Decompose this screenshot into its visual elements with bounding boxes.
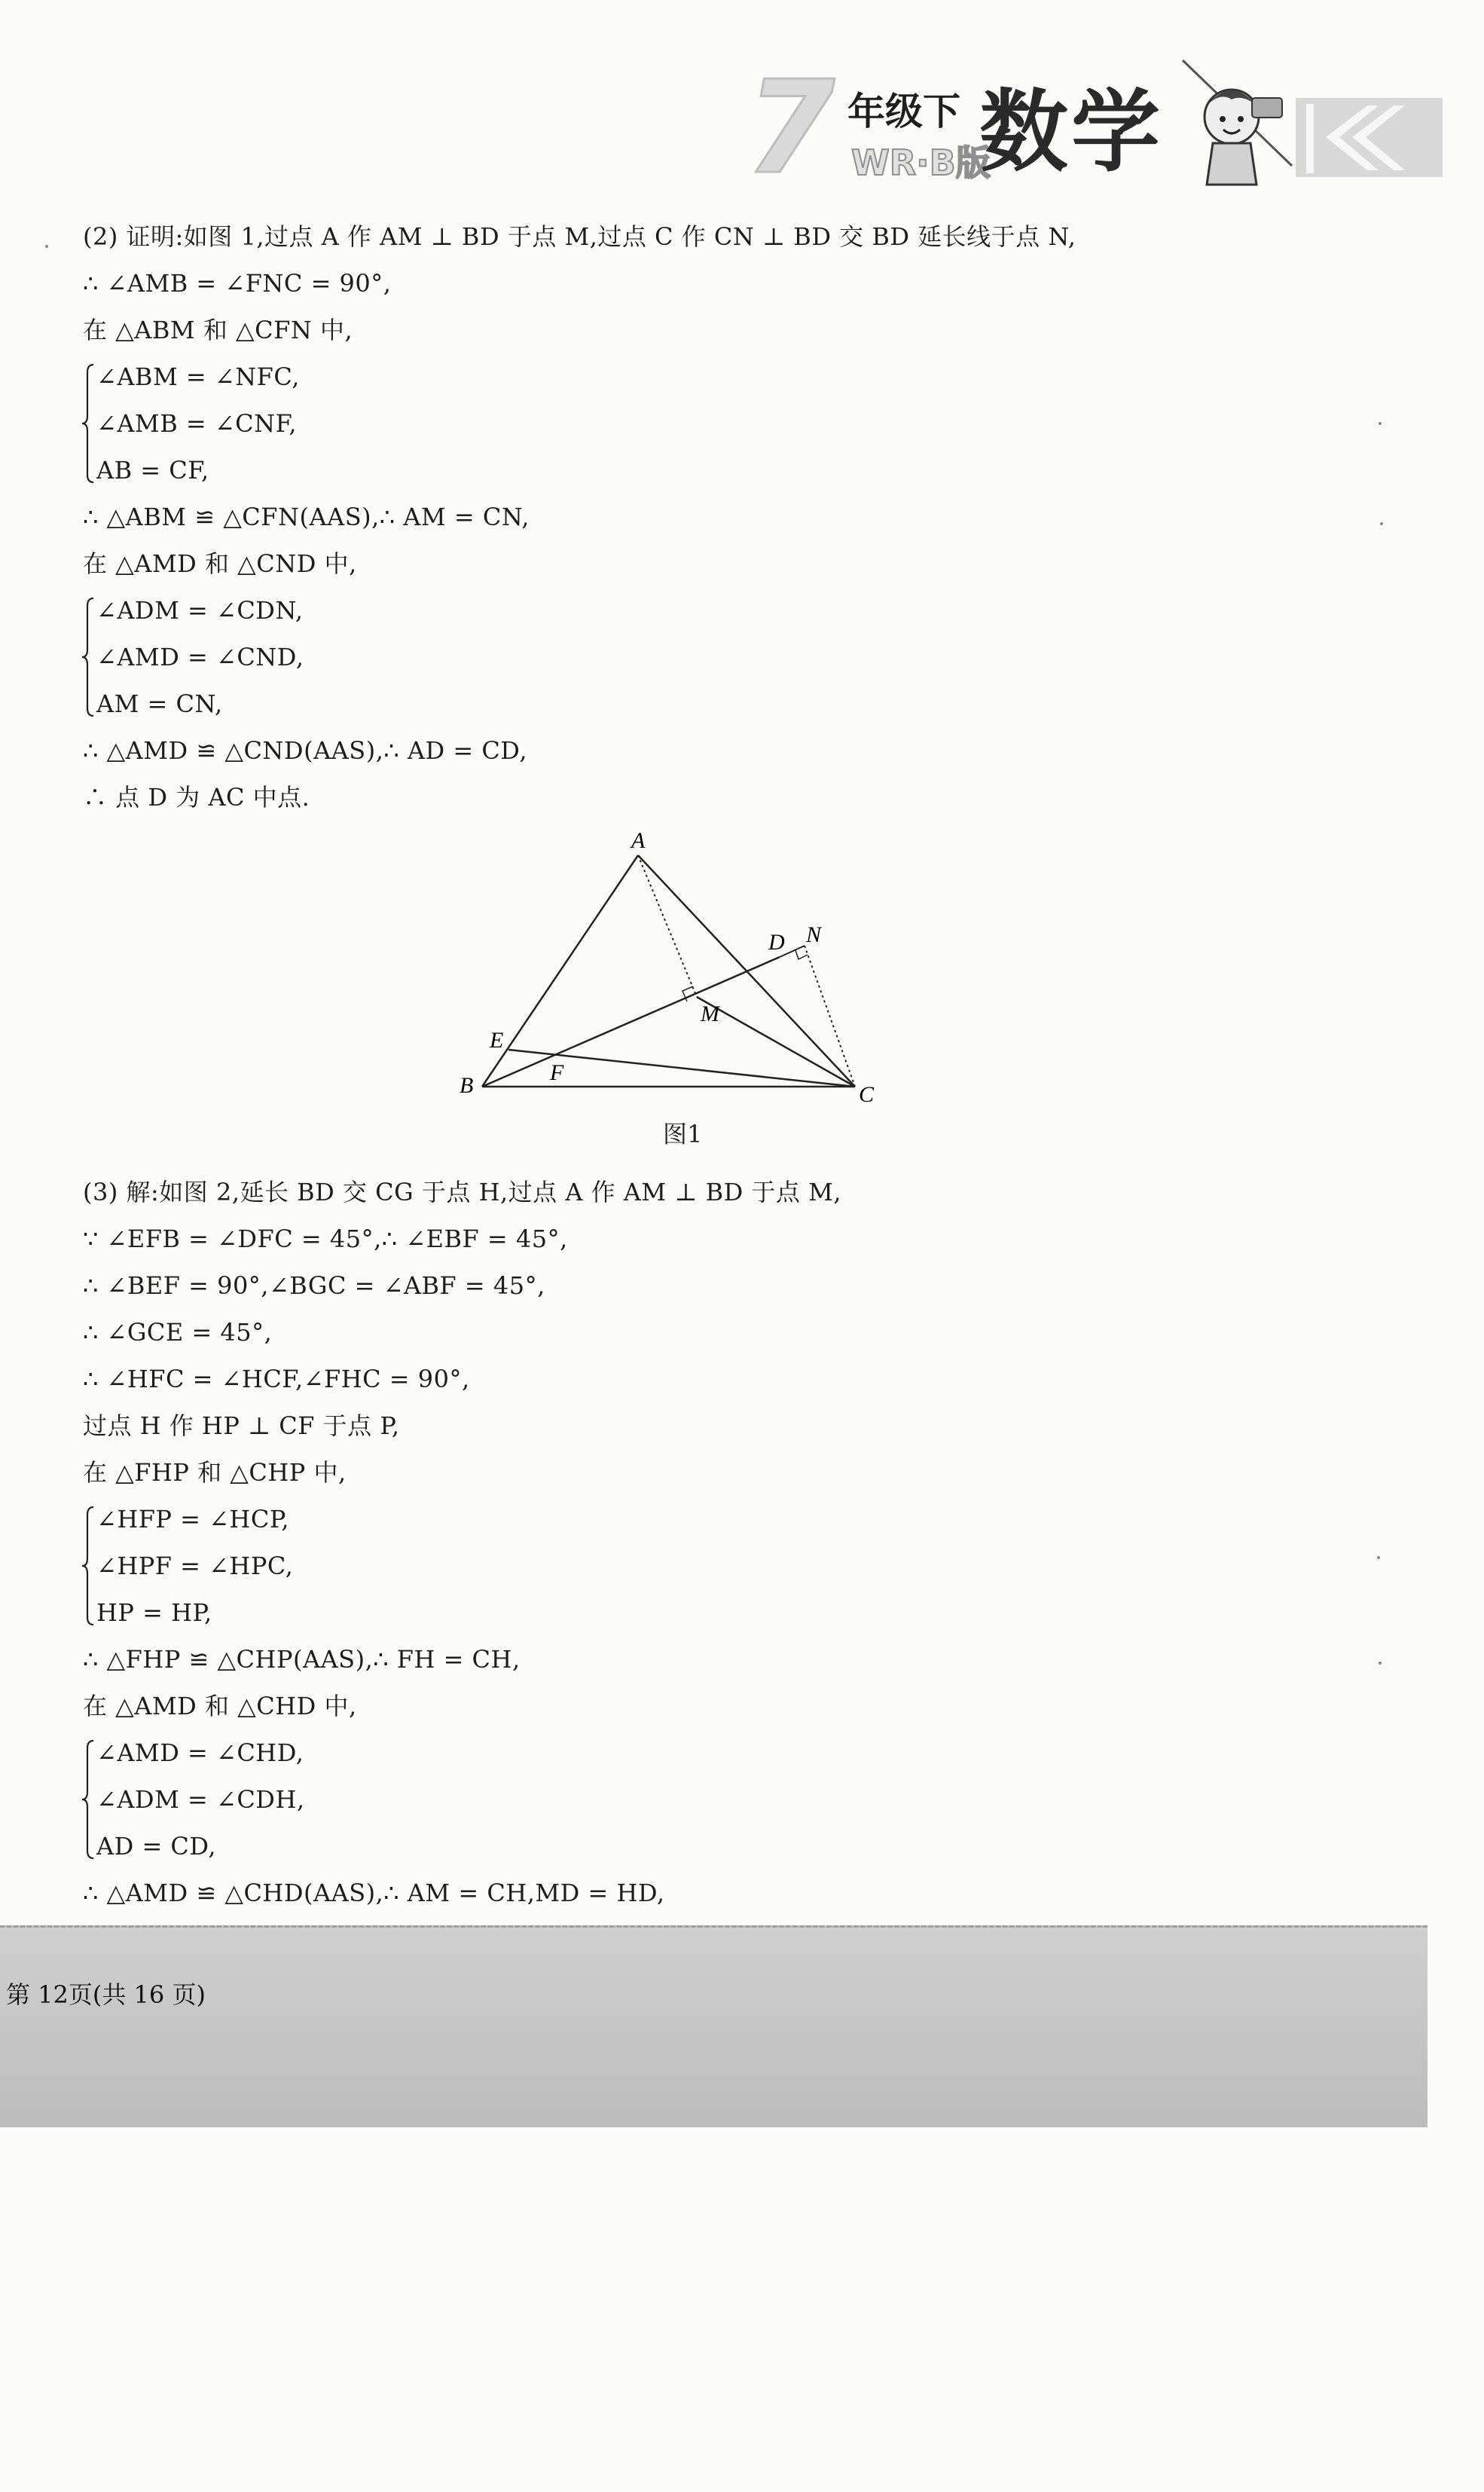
proof-line: 在 △ABM 和 △CFN 中, bbox=[83, 316, 353, 344]
condition-line: ∠AMB = ∠CNF, bbox=[96, 409, 298, 438]
scan-speck bbox=[45, 245, 48, 248]
condition-line: AD = CD, bbox=[96, 1832, 217, 1861]
proof-line: ∴ ∠GCE = 45°, bbox=[83, 1318, 273, 1347]
proof-line: ∴ ∠AMB = ∠FNC = 90°, bbox=[83, 269, 392, 298]
label-E: E bbox=[490, 1028, 504, 1053]
figure-1-diagram bbox=[444, 833, 896, 1164]
label-C: C bbox=[859, 1082, 875, 1107]
label-F: F bbox=[550, 1060, 564, 1085]
proof-line: ∴ △FHP ≌ △CHP(AAS),∴ FH = CH, bbox=[83, 1645, 521, 1674]
proof-line: (2) 证明:如图 1,过点 A 作 AM ⊥ BD 于点 M,过点 C 作 CN ⊥ BD 交 BD 延长线于点 N, bbox=[83, 222, 1076, 251]
proof-line: (3) 解:如图 2,延长 BD 交 CG 于点 H,过点 A 作 AM ⊥ BD 于点 M, bbox=[83, 1178, 842, 1206]
proof-line: 在 △FHP 和 △CHP 中, bbox=[83, 1458, 347, 1487]
label-A: A bbox=[631, 833, 646, 853]
right-angle-N bbox=[795, 950, 808, 959]
condition-line: AM = CN, bbox=[96, 690, 223, 718]
label-N: N bbox=[806, 922, 822, 947]
condition-line: ∠AMD = ∠CND, bbox=[96, 643, 304, 671]
proof-line: 在 △AMD 和 △CHD 中, bbox=[83, 1692, 357, 1720]
edition-label: WR·B版 bbox=[851, 142, 991, 183]
condition-line: ∠ABM = ∠NFC, bbox=[96, 362, 300, 391]
condition-line: ∠ADM = ∠CDH, bbox=[96, 1785, 305, 1814]
proof-line: ∴ △ABM ≌ △CFN(AAS),∴ AM = CN, bbox=[83, 503, 530, 531]
mascot-illustration bbox=[1168, 53, 1296, 188]
left-brace bbox=[81, 363, 95, 484]
proof-line: ∴ △AMD ≌ △CND(AAS),∴ AD = CD, bbox=[83, 736, 527, 765]
scan-speck bbox=[1379, 422, 1382, 425]
grade-number: 7 bbox=[746, 54, 835, 203]
proof-line: ∵ ∠EFB = ∠DFC = 45°,∴ ∠EBF = 45°, bbox=[83, 1225, 568, 1253]
scan-speck bbox=[1380, 522, 1383, 525]
proof-line: ∴ ∠HFC = ∠HCF,∠FHC = 90°, bbox=[83, 1365, 470, 1393]
scan-speck bbox=[1377, 1556, 1380, 1559]
label-D: D bbox=[768, 930, 785, 955]
geometry-figure bbox=[444, 833, 896, 1164]
condition-line: AB = CF, bbox=[96, 456, 209, 485]
page-header bbox=[0, 0, 1484, 203]
condition-line: ∠AMD = ∠CHD, bbox=[96, 1738, 304, 1767]
grade-label: 年级下 bbox=[847, 90, 960, 133]
chapter-badge bbox=[1296, 98, 1443, 177]
proof-line: ∴ △AMD ≌ △CHD(AAS),∴ AM = CH,MD = HD, bbox=[83, 1879, 665, 1907]
condition-line: ∠ADM = ∠CDN, bbox=[96, 596, 304, 625]
label-M: M bbox=[701, 1001, 719, 1026]
left-brace bbox=[81, 597, 95, 717]
left-brace bbox=[81, 1739, 95, 1860]
segment-AM bbox=[638, 855, 697, 997]
proof-line: ∴ ∠BEF = 90°,∠BGC = ∠ABF = 45°, bbox=[83, 1271, 545, 1300]
proof-line: 在 △AMD 和 △CND 中, bbox=[83, 549, 357, 578]
segment-CN bbox=[805, 946, 855, 1087]
figure-caption: 图1 bbox=[663, 1120, 703, 1148]
condition-line: ∠HFP = ∠HCP, bbox=[96, 1505, 290, 1533]
proof-line: ∴ 点 D 为 AC 中点. bbox=[83, 783, 310, 812]
proof-line: 过点 H 作 HP ⊥ CF 于点 P, bbox=[83, 1411, 400, 1440]
scan-speck bbox=[1379, 1662, 1382, 1665]
subject-title: 数学 bbox=[979, 80, 1164, 184]
condition-line: HP = HP, bbox=[96, 1598, 212, 1627]
left-brace bbox=[81, 1506, 95, 1626]
label-B: B bbox=[460, 1073, 474, 1098]
page-footer bbox=[0, 1925, 1428, 2127]
condition-line: ∠HPF = ∠HPC, bbox=[96, 1552, 294, 1580]
page-number: 第 12页(共 16 页) bbox=[6, 1980, 206, 2009]
